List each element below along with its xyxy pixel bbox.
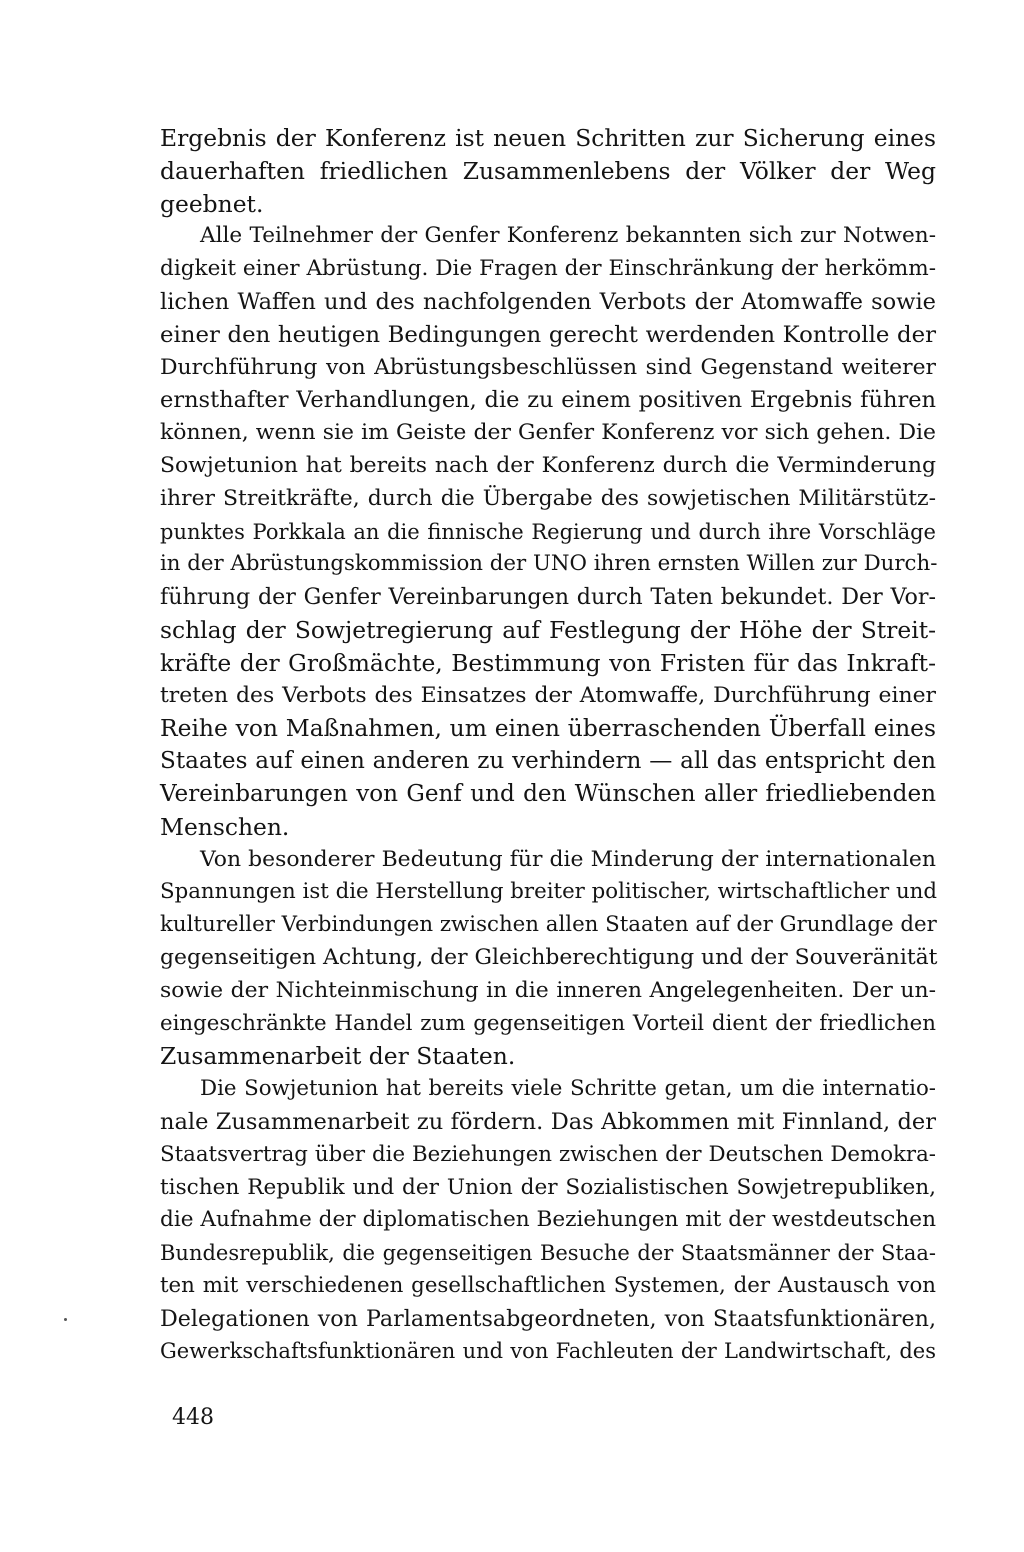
text-line: lichen Waffen und des nachfolgenden Verbots der Atomwaffe sowie — [160, 288, 936, 315]
text-line: Spannungen ist die Herstellung breiter politischer, wirtschaftlicher und — [160, 879, 938, 905]
text-line: in der Abrüstungskommission der UNO ihren ernsten Willen zur Durch- — [160, 551, 938, 577]
text-line: führung der Genfer Vereinbarungen durch Taten bekundet. Der Vor- — [160, 584, 936, 611]
text-line: tischen Republik und der Union der Sozialistischen Sowjetrepubliken, — [160, 1174, 936, 1200]
text-line: Staatsvertrag über die Beziehungen zwischen der Deutschen Demokra- — [160, 1141, 936, 1167]
page-number: 448 — [172, 1405, 214, 1430]
text-line: geebnet. — [160, 189, 264, 218]
text-line: kräfte der Großmächte, Bestimmung von Fristen für das Inkraft- — [160, 648, 936, 677]
body-text — [160, 122, 936, 1368]
text-line: ten mit verschiedenen gesellschaftlichen Systemen, der Austausch von — [160, 1272, 936, 1298]
text-line: nale Zusammenarbeit zu fördern. Das Abkommen mit Finnland, der — [160, 1108, 936, 1135]
text-line: Gewerkschaftsfunktionären und von Fachleuten der Landwirtschaft, des — [160, 1339, 936, 1364]
text-line: sowie der Nichteinmischung in die inneren Angelegenheiten. Der un- — [160, 977, 936, 1003]
text-line: punktes Porkkala an die finnische Regierung und durch ihre Vorschläge — [160, 519, 936, 544]
text-line: einer den heutigen Bedingungen gerecht werdenden Kontrolle der — [160, 321, 936, 348]
scan-speck — [64, 1318, 67, 1321]
text-line: schlag der Sowjetregierung auf Festlegung der Höhe der Streit- — [160, 615, 936, 644]
text-line: eingeschränkte Handel zum gegenseitigen Vorteil dient der friedlichen — [160, 1010, 936, 1036]
text-line: Durchführung von Abrüstungsbeschlüssen sind Gegenstand weiterer — [160, 354, 936, 380]
text-line: die Aufnahme der diplomatischen Beziehungen mit der westdeutschen — [160, 1207, 936, 1233]
text-line: ihrer Streitkräfte, durch die Übergabe des sowjetischen Militärstütz- — [160, 485, 936, 511]
text-line: Alle Teilnehmer der Genfer Konferenz bekannten sich zur Notwen- — [200, 223, 936, 249]
text-line: ernsthafter Verhandlungen, die zu einem positiven Ergebnis führen — [160, 387, 936, 414]
text-line: Reihe von Maßnahmen, um einen überraschenden Überfall eines — [160, 714, 936, 743]
text-line: Sowjetunion hat bereits nach der Konferenz durch die Verminderung — [160, 452, 936, 478]
text-line: Zusammenarbeit der Staaten. — [160, 1042, 516, 1071]
text-line: Ergebnis der Konferenz ist neuen Schritten zur Sicherung eines — [160, 124, 936, 152]
text-line: treten des Verbots des Einsatzes der Atomwaffe, Durchführung einer — [160, 682, 936, 708]
text-line: kultureller Verbindungen zwischen allen Staaten auf der Grundlage der — [160, 912, 937, 938]
text-line: Die Sowjetunion hat bereits viele Schritte getan, um die internatio- — [200, 1076, 936, 1102]
text-line: digkeit einer Abrüstung. Die Fragen der Einschränkung der herkömm- — [160, 256, 936, 282]
text-line: Staates auf einen anderen zu verhindern — all das entspricht den — [160, 748, 936, 775]
text-line: Menschen. — [160, 812, 290, 841]
text-line: Von besonderer Bedeutung für die Minderung der internationalen — [200, 846, 936, 872]
text-line: gegenseitigen Achtung, der Gleichberechtigung und der Souveränität — [160, 944, 938, 970]
text-line: Delegationen von Parlamentsabgeordneten, von Staatsfunktionären, — [160, 1305, 936, 1332]
text-line: können, wenn sie im Geiste der Genfer Konferenz vor sich gehen. Die — [160, 420, 936, 446]
text-line: Vereinbarungen von Genf und den Wünschen aller friedliebenden — [160, 780, 936, 807]
text-line: Bundesrepublik, die gegenseitigen Besuche der Staatsmänner der Staa- — [160, 1241, 936, 1266]
text-line: dauerhaften friedlichen Zusammenlebens der Völker der Weg — [160, 156, 936, 185]
